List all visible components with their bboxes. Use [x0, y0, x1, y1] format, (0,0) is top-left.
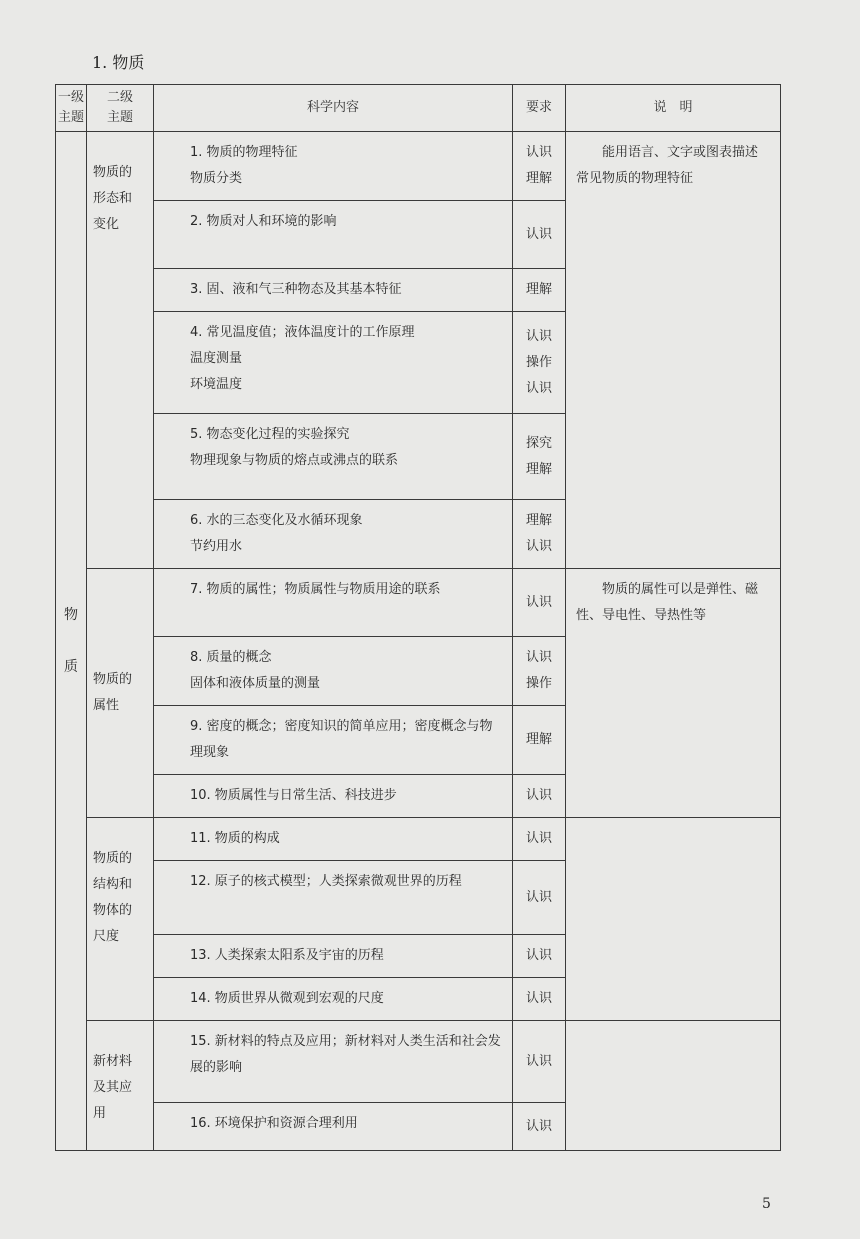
science-content: [154, 861, 513, 935]
requirement: [513, 706, 566, 775]
requirement-value: 认识: [525, 594, 552, 610]
requirement: [513, 269, 566, 312]
requirement: [513, 132, 566, 201]
level2-topic-label: 新材料 及其应 用: [93, 1054, 133, 1121]
requirement-value: 认识: [525, 948, 552, 963]
level1-topic-char: 质: [64, 659, 78, 675]
requirement-value: 认识: [525, 226, 552, 242]
requirement-value: 认识: [525, 328, 552, 344]
content-line: 15. 新材料的特点及应用；新材料对人类生活和社会发展的影响: [190, 1034, 501, 1075]
section-title: 1. 物质: [92, 53, 145, 72]
requirement-value: 认识: [525, 1053, 552, 1069]
science-content: [154, 500, 513, 569]
requirement-value: 理解: [525, 732, 552, 747]
requirement-value: 认识: [525, 539, 552, 554]
science-content: [154, 269, 513, 312]
science-content: [154, 706, 513, 775]
science-content: [154, 1103, 513, 1151]
explanation-text: 物质的属性可以是弹性、磁性、导电性、导热性等: [576, 582, 759, 623]
level2-topic-label: 物质的 属性: [93, 672, 133, 713]
content-line: 2. 物质对人和环境的影响: [190, 214, 337, 229]
requirement-value: 操作: [525, 354, 552, 370]
science-content: [154, 312, 513, 414]
content-line: 物理现象与物质的熔点或沸点的联系: [190, 453, 399, 468]
content-line: 9. 密度的概念；密度知识的简单应用；密度概念与物理现象: [190, 719, 493, 760]
requirement-value: 认识: [525, 831, 552, 846]
requirement: [513, 500, 566, 569]
science-content: [154, 132, 513, 201]
explanation-text: 能用语言、文字或图表描述常见物质的物理特征: [576, 145, 759, 186]
content-line: 7. 物质的属性；物质属性与物质用途的联系: [190, 582, 441, 597]
science-content: [154, 637, 513, 706]
science-content: [154, 201, 513, 269]
science-content: [154, 935, 513, 978]
requirement-value: 认识: [525, 380, 552, 396]
requirement-value: 认识: [525, 788, 552, 803]
requirement-value: 认识: [525, 991, 552, 1006]
requirement: [513, 861, 566, 935]
explanation: [566, 818, 781, 1021]
requirement: [513, 637, 566, 706]
header-row: [56, 85, 781, 132]
science-content: [154, 818, 513, 861]
requirement: [513, 818, 566, 861]
level2-topic: [87, 818, 154, 1021]
level2-topic-label: 物质的 形态和 变化: [93, 165, 133, 232]
content-line: 12. 原子的核式模型；人类探索微观世界的历程: [190, 874, 462, 889]
science-content: [154, 569, 513, 637]
requirement: [513, 935, 566, 978]
explanation: [566, 569, 781, 818]
explanation: [566, 132, 781, 569]
level1-topic-char: 物: [64, 607, 78, 623]
header-level1: 一级 主题: [56, 85, 87, 132]
level2-topic: [87, 569, 154, 818]
content-line: 物质分类: [190, 171, 243, 186]
content-line: 5. 物态变化过程的实验探究: [190, 427, 350, 442]
content-line: 10. 物质属性与日常生活、科技进步: [190, 788, 397, 803]
requirement-value: 理解: [525, 513, 552, 528]
requirement-value: 理解: [525, 282, 552, 297]
table-row: [56, 1021, 781, 1103]
science-content: [154, 978, 513, 1021]
level2-topic-label: 物质的 结构和 物体的 尺度: [93, 851, 133, 944]
header-explanation: 说 明: [566, 85, 781, 132]
content-line: 6. 水的三态变化及水循环现象: [190, 513, 363, 528]
content-line: 4. 常见温度值；液体温度计的工作原理: [190, 325, 415, 340]
requirement-value: 探究: [525, 435, 552, 451]
content-line: 环境温度: [190, 377, 243, 392]
requirement: [513, 414, 566, 500]
content-line: 16. 环境保护和资源合理利用: [190, 1116, 358, 1131]
requirement-value: 认识: [525, 650, 552, 665]
table-row: [56, 818, 781, 861]
table-row: [56, 132, 781, 201]
curriculum-table: [55, 84, 781, 1151]
explanation: [566, 1021, 781, 1151]
requirement: [513, 1103, 566, 1151]
science-content: [154, 1021, 513, 1103]
requirement: [513, 775, 566, 818]
requirement-value: 认识: [525, 1118, 552, 1134]
content-line: 11. 物质的构成: [190, 831, 280, 846]
content-line: 固体和液体质量的测量: [190, 676, 321, 691]
header-content: 科学内容: [154, 85, 513, 132]
level1-topic: [56, 132, 87, 1151]
content-line: 8. 质量的概念: [190, 650, 272, 665]
requirement-value: 理解: [525, 461, 552, 477]
content-line: 温度测量: [190, 351, 243, 366]
requirement-value: 操作: [525, 676, 552, 691]
requirement: [513, 978, 566, 1021]
page-number: 5: [762, 1196, 771, 1212]
requirement: [513, 201, 566, 269]
requirement: [513, 569, 566, 637]
science-content: [154, 775, 513, 818]
header-level2: 二级 主题: [87, 85, 154, 132]
requirement-value: 认识: [525, 889, 552, 905]
requirement-value: 认识: [525, 145, 552, 160]
content-line: 1. 物质的物理特征: [190, 145, 298, 160]
level2-topic: [87, 132, 154, 569]
content-line: 13. 人类探索太阳系及宇宙的历程: [190, 948, 384, 963]
requirement: [513, 1021, 566, 1103]
content-line: 节约用水: [190, 539, 243, 554]
requirement-value: 理解: [525, 171, 552, 186]
science-content: [154, 414, 513, 500]
header-requirement: 要求: [513, 85, 566, 132]
content-line: 14. 物质世界从微观到宏观的尺度: [190, 991, 384, 1006]
requirement: [513, 312, 566, 414]
level2-topic: [87, 1021, 154, 1151]
content-line: 3. 固、液和气三种物态及其基本特征: [190, 282, 402, 297]
table-row: [56, 569, 781, 637]
